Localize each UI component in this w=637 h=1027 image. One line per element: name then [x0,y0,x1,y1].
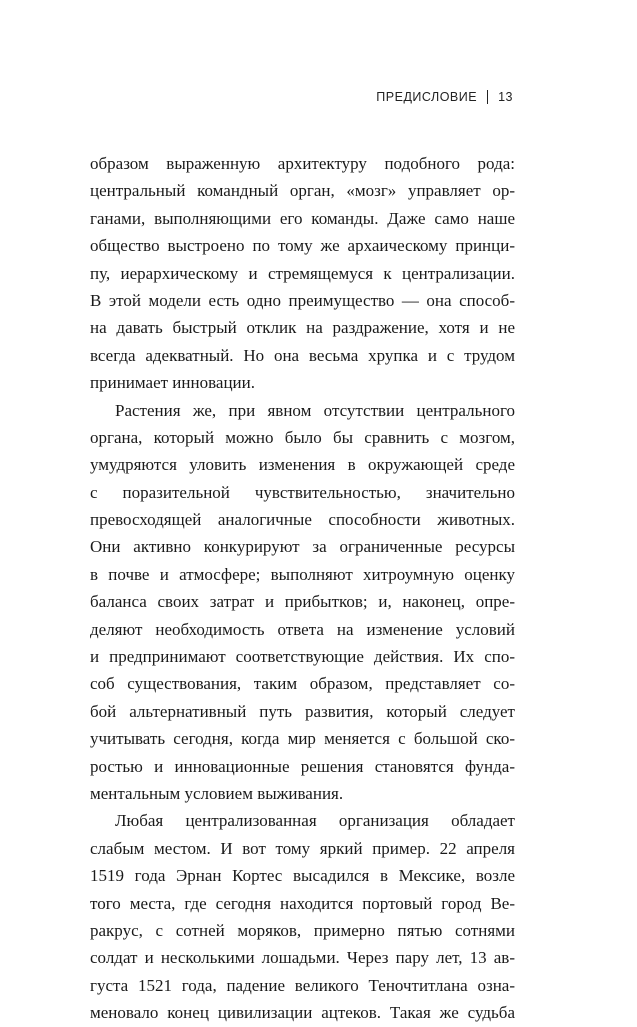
text-line: густа 1521 года, падение великого Теночтитлана озна- [90,975,515,995]
text-line: В этой модели есть одно преимущество — она способ- [90,290,515,310]
text-line: образом выраженную архитектуру подобного рода: [90,154,515,173]
page-number: 13 [498,90,513,104]
text-line: деляют необходимость ответа на изменение условий [90,619,515,639]
text-line: на давать быстрый отклик на раздражение, хотя и не [90,318,515,338]
text-line: слабым местом. И вот тому яркий пример. 22 апреля [90,838,515,858]
text-line: того места, где сегодня находится портовый город Ве- [90,893,515,913]
text-line: бой альтернативный путь развития, который следует [90,701,515,721]
text-line: превосходящей аналогичные способности животных. [90,510,515,530]
text-line: учитывать сегодня, когда мир меняется с большой ско- [90,729,515,749]
text-line: и предпринимают соответствующие действия. Их спо- [90,647,515,667]
text-line: органа, который можно было бы сравнить с мозгом, [90,427,515,447]
text-line: всегда адекватный. Но она весьма хрупка и с трудом [90,345,515,365]
section-title: ПРЕДИСЛОВИЕ [376,90,478,104]
text-line: ганами, выполняющими его команды. Даже само наше [90,208,515,228]
text-line: Они активно конкурируют за ограниченные ресурсы [90,537,515,557]
text-line: солдат и несколькими лошадьми. Через пару лет, 13 ав- [90,948,515,968]
text-line: в почве и атмосфере; выполняют хитроумную оценку [90,564,515,584]
text-line: центральный командный орган, «мозг» управляет ор- [90,181,515,201]
text-line: ментальным условием выживания. [90,783,344,803]
paragraph-first-line: Любая централизованная организация обладает [115,811,515,831]
paragraph-first-line: Растения же, при явном отсутствии центрального [115,400,515,420]
text-line: ракрус, с сотней моряков, примерно пятью сотнями [90,920,515,940]
text-line: умудряются уловить изменения в окружающей среде [90,455,515,475]
text-line: принимает инновации. [90,373,255,393]
text-line: меновало конец цивилизации ацтеков. Такая же судьба [90,1003,515,1023]
text-line: ростью и инновационные решения становятся фунда- [90,756,515,776]
text-line: баланса своих затрат и прибытков; и, наконец, опре- [90,592,515,612]
header-divider [487,90,488,104]
running-header [376,90,513,104]
text-line: 1519 года Эрнан Кортес высадился в Мексике, возле [90,866,515,886]
text-line: с поразительной чувствительностью, значительно [90,482,515,502]
text-line: пу, иерархическому и стремящемуся к централизации. [90,263,515,283]
body-text [90,150,515,1027]
text-line: общество выстроено по тому же архаическому принци- [90,236,515,256]
text-line: соб существования, таким образом, представляет со- [90,674,515,694]
